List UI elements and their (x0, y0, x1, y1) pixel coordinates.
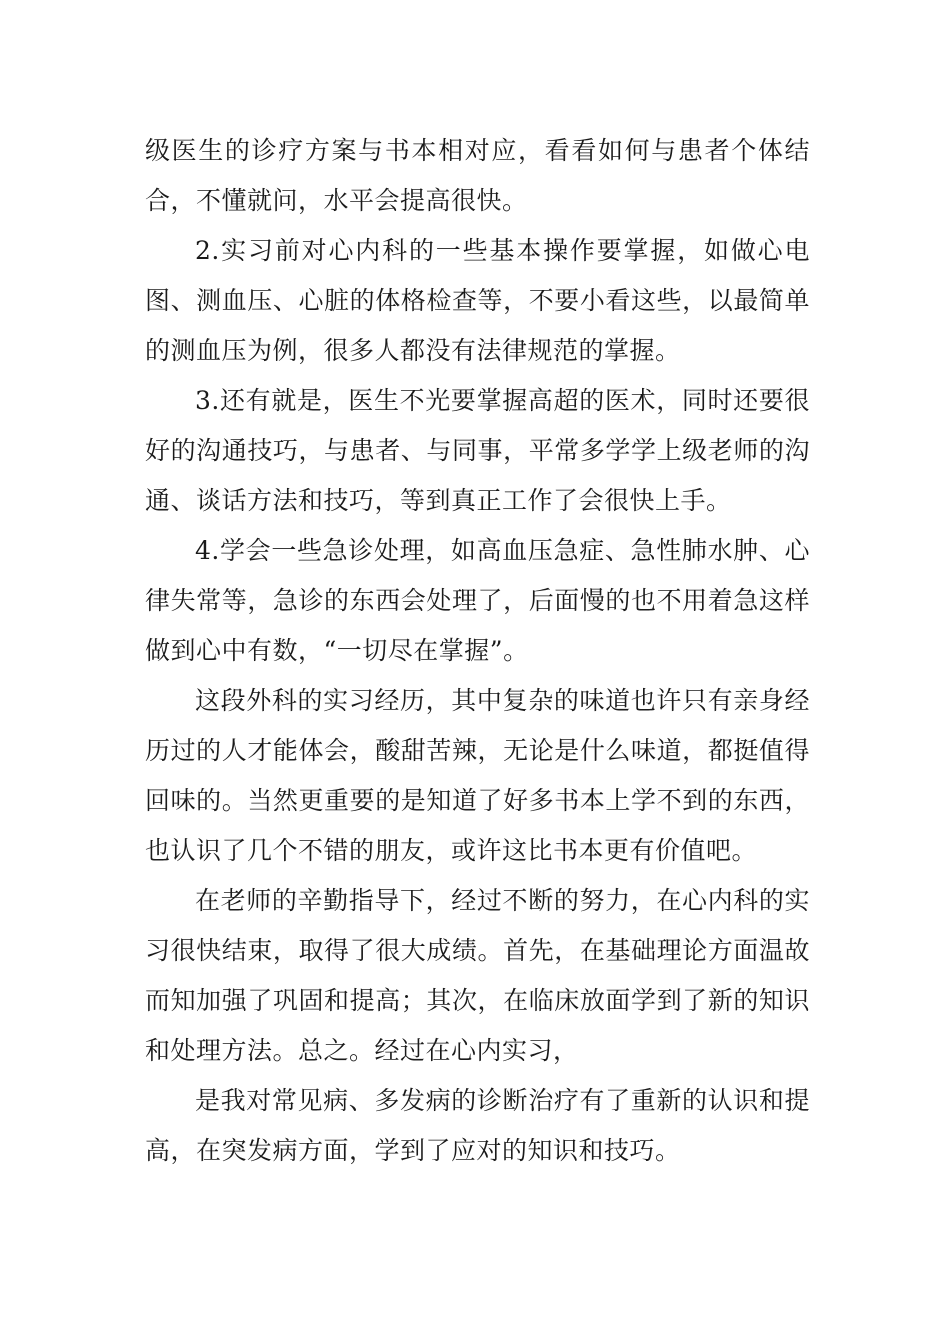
paragraph-2: 2.实习前对心内科的一些基本操作要掌握，如做心电图、测血压、心脏的体格检查等，不要小看这些，以最简单的测血压为例，很多人都没有法律规范的掌握。 (145, 236, 810, 365)
paragraph-5: 这段外科的实习经历，其中复杂的味道也许只有亲身经历过的人才能体会，酸甜苦辣，无论是什么味道，都挺值得回味的。当然更重要的是知道了好多书本上学不到的东西，也认识了几个不错的朋友，或许这比书本更有价值吧。 (145, 686, 810, 865)
paragraph-1: 级医生的诊疗方案与书本相对应，看看如何与患者个体结合，不懂就问，水平会提高很快。 (145, 136, 810, 215)
paragraph-4: 4.学会一些急诊处理，如高血压急症、急性肺水肿、心律失常等，急诊的东西会处理了，后面慢的也不用着急这样做到心中有数，“一切尽在掌握”。 (145, 536, 810, 665)
paragraph-7: 是我对常见病、多发病的诊断治疗有了重新的认识和提高，在突发病方面，学到了应对的知识和技巧。 (145, 1086, 810, 1165)
paragraph-6: 在老师的辛勤指导下，经过不断的努力，在心内科的实习很快结束，取得了很大成绩。首先，在基础理论方面温故而知加强了巩固和提高；其次，在临床放面学到了新的知识和处理方法。总之。经过在心内实习， (145, 886, 810, 1065)
paragraph-3: 3.还有就是，医生不光要掌握高超的医术，同时还要很好的沟通技巧，与患者、与同事，平常多学学上级老师的沟通、谈话方法和技巧，等到真正工作了会很快上手。 (145, 386, 810, 515)
document-body (145, 126, 810, 1176)
